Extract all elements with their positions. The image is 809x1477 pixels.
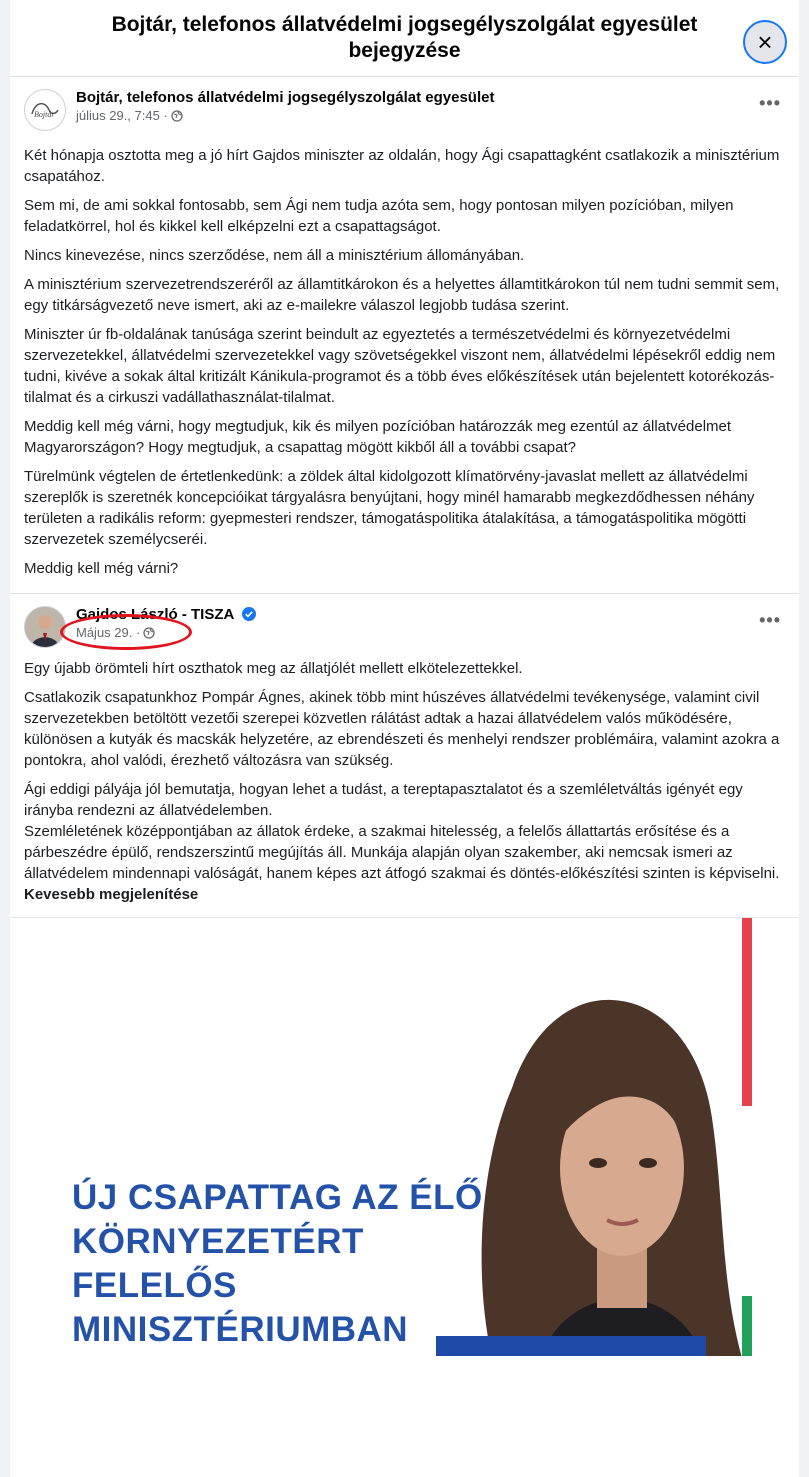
shared-post-gajdos	[10, 594, 799, 917]
globe-icon	[171, 110, 183, 122]
post-paragraph: A minisztérium szervezetrendszeréről az államtitkárokon és a helyettes államtitkárokon túl nem tudni semmit sem, egy titkárságvezető neve ismert, aki az e-mailekre válaszol legjobb tudása szerint.	[24, 276, 780, 314]
avatar[interactable]	[24, 89, 66, 131]
post-bojtar	[10, 77, 799, 593]
close-icon: ×	[757, 26, 773, 57]
post-paragraph-text: Szemléletének középpontjában az állatok érdeke, a szakmai hitelesség, a felelős állattartás erősítése és a párbeszédre épülő, rendszerszintű megújítás áll. Munkája alapján olyan szakember, aki nemcsak ismeri az állatvédelem mindennapi valóságát, hanem képes azt átfogó szakmai és döntés-előkészítési szinten is képviselni.	[24, 823, 780, 882]
close-button[interactable]	[743, 20, 787, 64]
dialog-header	[10, 0, 799, 77]
post-paragraph: Meddig kell még várni, hogy megtudjuk, kik és milyen pozícióban határozzák meg ezentúl az állatvédelmet Magyarországon? Hogy megtudjuk, a csapattag mögött kikből áll a további csapat?	[24, 418, 732, 456]
promo-line: KÖRNYEZETÉRT FELELŐS	[72, 1222, 364, 1305]
post-header	[24, 594, 785, 648]
promo-line: ÚJ CSAPATTAG AZ ÉLŐ	[72, 1178, 483, 1217]
promo-headline	[72, 1176, 492, 1352]
globe-icon	[143, 627, 155, 639]
post-date[interactable]: július 29., 7:45 ·	[76, 108, 168, 123]
post-meta	[76, 108, 183, 123]
post-date[interactable]: Május 29. ·	[76, 625, 141, 640]
bojtar-logo-icon	[25, 90, 65, 130]
post-paragraph	[24, 821, 785, 905]
post-paragraph: Egy újabb örömteli hírt oszthatok meg az állatjólét mellett elkötelezettekkel.	[24, 660, 523, 677]
post-body	[24, 131, 785, 593]
profile-photo-icon	[25, 607, 65, 647]
author-name[interactable]: Bojtár, telefonos állatvédelmi jogsegélyszolgálat egyesület	[76, 89, 495, 106]
post-paragraph: Türelmünk végtelen de értetlenkedünk: a zöldek által kidolgozott klímatörvény-javaslat mellett az állatvédelmi szereplők is szeretnék koncepcióikat tárgyalásra benyújtani, hogy minél hamarabb megkezdődhessen néhány területen a radikális reform: gyepmesteri rendszer, támogatáspolitika átalakítása, a támogatáspolitika mögötti szervezetek személycseréi.	[24, 468, 755, 548]
post-image[interactable]	[10, 917, 799, 1356]
post-paragraph: Sem mi, de ami sokkal fontosabb, sem Ági nem tudja azóta sem, hogy pontosan milyen pozícióban, milyen feladatkörrel, hol és kikkel kell elképzelni ezt a csapattagságot.	[24, 197, 734, 235]
post-paragraph: Nincs kinevezése, nincs szerződése, nem áll a minisztérium állományában.	[24, 247, 525, 264]
post-body	[24, 648, 785, 917]
post-meta	[76, 625, 155, 640]
post-header	[24, 77, 785, 131]
post-paragraph: Két hónapja osztotta meg a jó hírt Gajdos miniszter az oldalán, hogy Ági csapattagként csatlakozik a minisztérium csapatához.	[24, 147, 780, 185]
dialog-title: Bojtár, telefonos állatvédelmi jogsegélyszolgálat egyesület bejegyzése	[111, 13, 698, 62]
post-paragraph: Meddig kell még várni?	[24, 560, 179, 577]
promo-line: MINISZTÉRIUMBAN	[72, 1310, 409, 1349]
see-less-link[interactable]: Kevesebb megjelenítése	[24, 886, 199, 903]
author-name-text: Gajdos László - TISZA	[76, 606, 234, 623]
post-dialog	[10, 0, 799, 1477]
verified-badge-icon	[242, 607, 256, 621]
post-paragraph: Miniszter úr fb-oldalának tanúsága szerint beindult az egyeztetés a természetvédelmi és környezetvédelmi szervezetekkel, állatvédelmi szervezetekkel vagy szövetségekkel viszont nem, állatvédelmi lépésekről eddig nem tudni, kivéve a sokak által kritizált Kánikula-programot és a több éves előkészítések után bejelentett kotorékozás-tilalmat és a cirkuszi vadállathasználat-tilalmat.	[24, 326, 776, 406]
avatar[interactable]	[24, 606, 66, 648]
author-name[interactable]	[76, 606, 256, 623]
svg-text:Bojtár: Bojtár	[34, 110, 55, 119]
more-options-icon[interactable]: •••	[759, 93, 781, 113]
more-options-icon[interactable]: •••	[759, 610, 781, 630]
post-paragraph: Ági eddigi pályája jól bemutatja, hogyan lehet a tudást, a tereptapasztalatot és a szemléletváltás igényét egy irányba rendezni az állatvédelemben.	[24, 781, 743, 819]
post-paragraph: Csatlakozik csapatunkhoz Pompár Ágnes, akinek több mint húszéves állatvédelmi tevékenysége, valamint civil szervezetekben betöltött vezetői szerepei közvetlen rálátást adtak a hazai állatvédelem valós működésére, különösen a kutyák és macskák helyzetére, az ebrendészeti és menhelyi rendszer problémáira, valamint azokra a pontokra, ahol valódi, érezhető változásra van szükség.	[24, 689, 780, 769]
